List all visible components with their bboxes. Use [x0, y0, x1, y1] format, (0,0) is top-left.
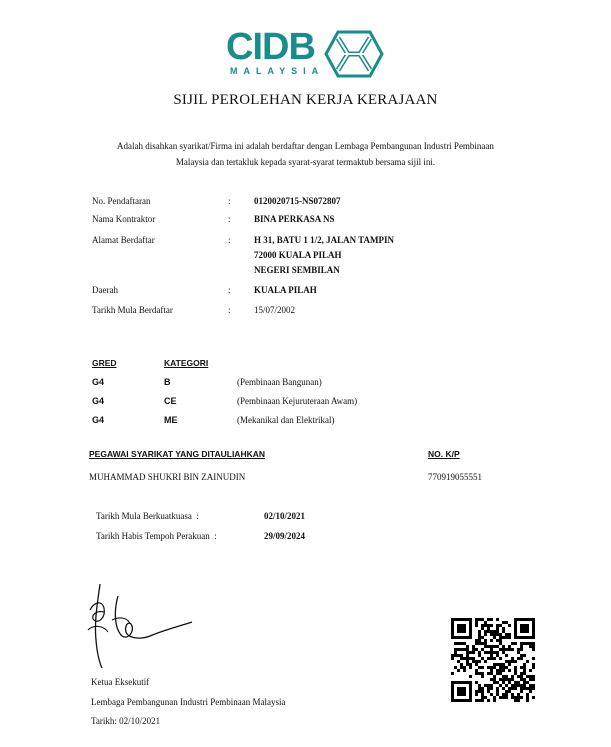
district-label: Daerah	[92, 285, 118, 295]
grade-row-2-grade: G4	[92, 396, 105, 406]
category-header: KATEGORI	[164, 358, 209, 368]
reg-colon: :	[228, 196, 231, 206]
signature-image	[84, 580, 196, 672]
address-line-2: 72000 KUALA PILAH	[254, 250, 342, 260]
certificate-intro	[40, 138, 571, 170]
intro-line-2: Malaysia dan tertakluk kepada syarat-syarat termaktub bersama sijil ini.	[175, 157, 436, 167]
officer-header: PEGAWAI SYARIKAT YANG DITAULIAHKAN	[89, 449, 266, 459]
address-colon: :	[228, 235, 231, 245]
officer-id: 770919055551	[428, 472, 482, 482]
officer-name: MUHAMMAD SHUKRI BIN ZAINUDIN	[89, 472, 246, 482]
start-date-value: 15/07/2002	[254, 305, 296, 315]
grade-row-2-code: CE	[164, 396, 177, 406]
address-label: Alamat Berdaftar	[92, 235, 155, 245]
district-value: KUALA PILAH	[254, 285, 317, 295]
logo-wordmark: CIDB	[226, 26, 315, 68]
grade-row-3-desc: (Mekanikal dan Elektrikal)	[237, 415, 335, 425]
grade-row-2-desc: (Pembinaan Kejuruteraan Awam)	[237, 396, 358, 406]
address-line-1: H 31, BATU 1 1/2, JALAN TAMPIN	[254, 235, 395, 245]
signatory-date: Tarikh: 02/10/2021	[91, 716, 161, 726]
intro-line-1: Adalah disahkan syarikat/Firma ini adalah berdaftar dengan Lembaga Pembangunan Industri Pembinaan	[117, 141, 494, 151]
officer-id-header: NO. K/P	[428, 449, 460, 459]
grade-row-1-code: B	[164, 377, 171, 387]
logo-country: MALAYSIA	[230, 66, 325, 76]
validity-end-label: Tarikh Habis Tempoh Perakuan :	[96, 531, 217, 541]
contractor-label: Nama Kontraktor	[92, 214, 156, 224]
contractor-value: BINA PERKASA NS	[254, 214, 335, 224]
signatory-org: Lembaga Pembangunan Industri Pembinaan Malaysia	[91, 697, 286, 707]
reg-label: No. Pendaftaran	[92, 196, 151, 206]
contractor-colon: :	[228, 214, 231, 224]
grade-row-3-grade: G4	[92, 415, 105, 425]
grade-row-1-desc: (Pembinaan Bangunan)	[237, 377, 322, 387]
district-colon: :	[228, 285, 231, 295]
grade-header: GRED	[92, 358, 117, 368]
validity-end-value: 29/09/2024	[264, 531, 306, 541]
validity-start-label: Tarikh Mula Berkuatkuasa :	[96, 511, 199, 521]
start-date-label: Tarikh Mula Berdaftar	[92, 305, 173, 315]
qr-code	[451, 618, 535, 702]
start-date-colon: :	[228, 305, 231, 315]
cidb-logo	[226, 26, 386, 82]
grade-row-1-grade: G4	[92, 377, 105, 387]
logo-hexagon-icon	[324, 30, 384, 78]
reg-value: 0120020715-NS072807	[254, 196, 341, 206]
signatory-role: Ketua Eksekutif	[91, 677, 150, 687]
certificate-title: SIJIL PEROLEHAN KERJA KERAJAAN	[173, 92, 438, 108]
grade-row-3-code: ME	[164, 415, 178, 425]
validity-start-value: 02/10/2021	[264, 511, 306, 521]
address-line-3: NEGERI SEMBILAN	[254, 265, 340, 275]
